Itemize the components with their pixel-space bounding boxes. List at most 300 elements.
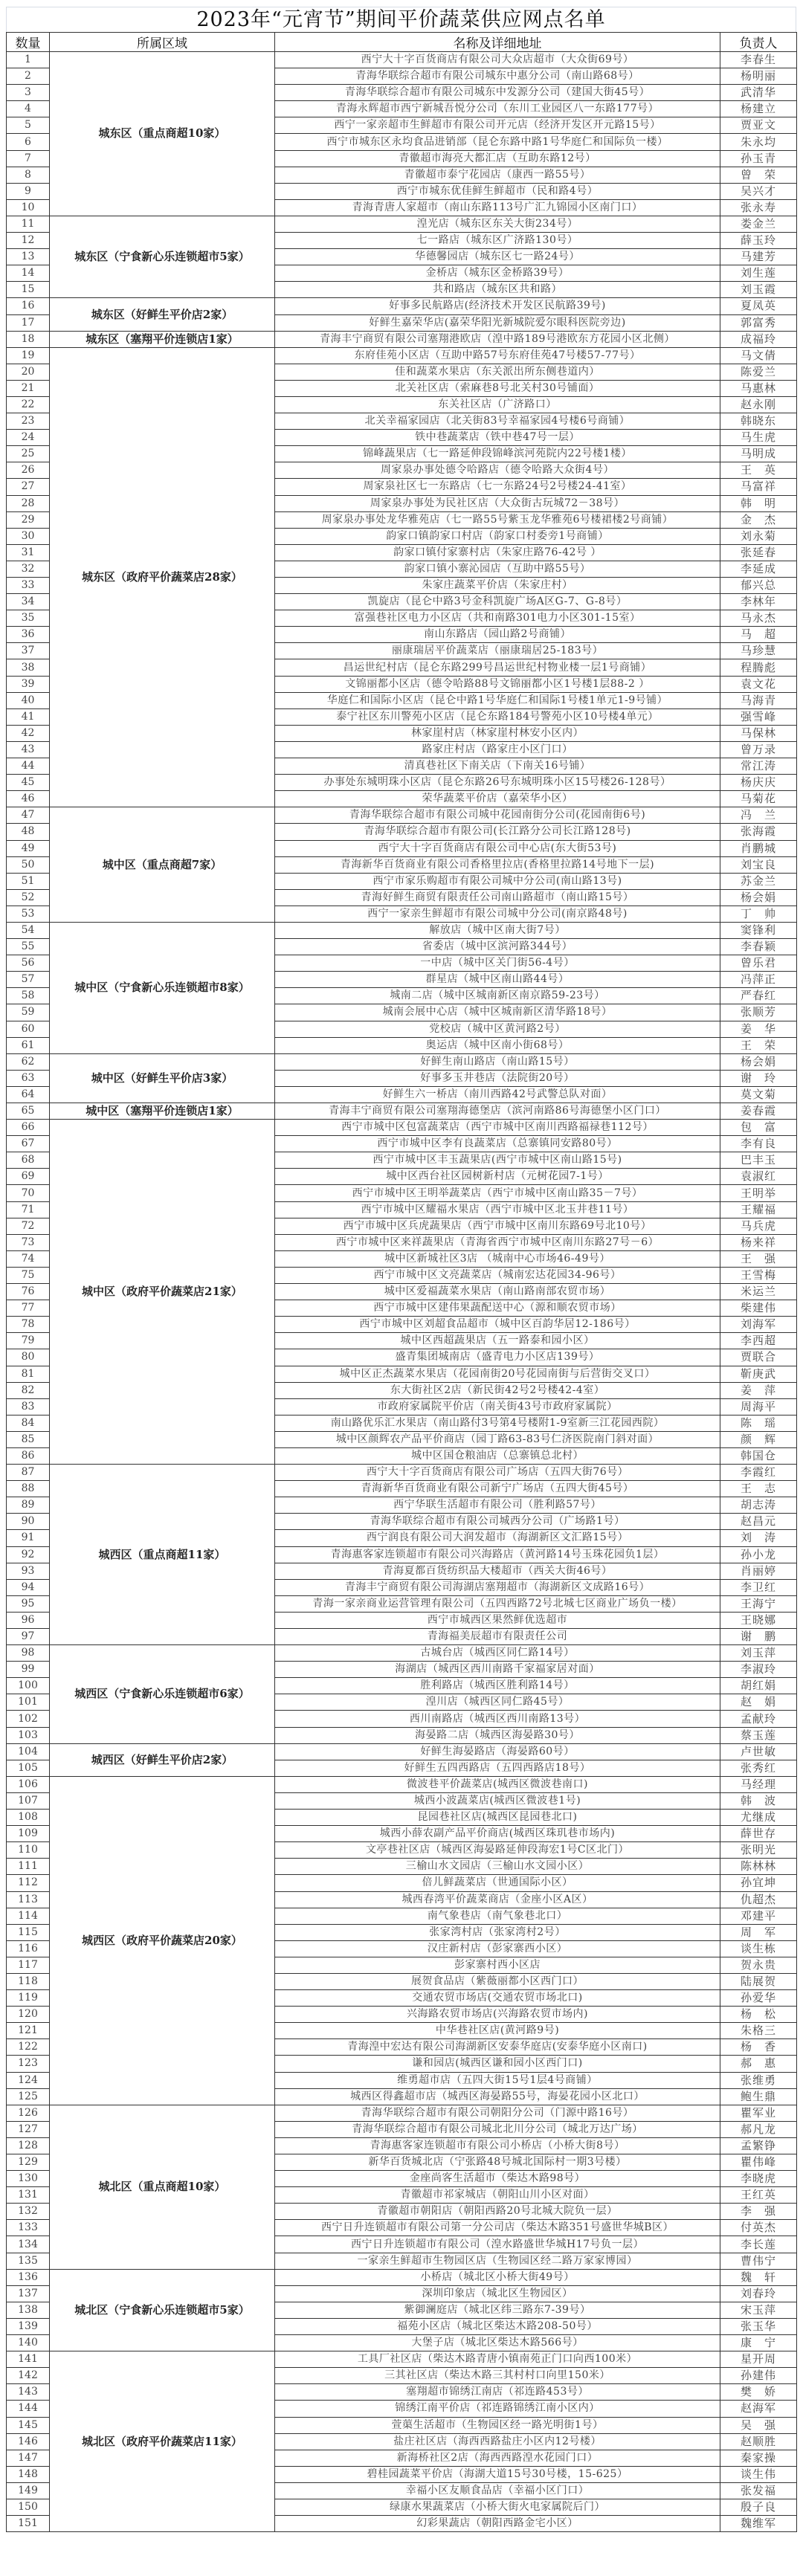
person-in-charge: 王晓娜	[720, 1612, 797, 1628]
table-row	[7, 331, 797, 347]
row-number: 13	[7, 249, 50, 265]
person-in-charge: 张延春	[720, 544, 797, 561]
region-cell: 城中区（塞翔平价连锁店1家）	[50, 1103, 275, 1120]
row-number: 25	[7, 446, 50, 462]
table-row	[7, 1103, 797, 1120]
person-in-charge: 马保林	[720, 725, 797, 741]
person-in-charge: 成福玲	[720, 331, 797, 347]
outlet-name-address: 青徽超市泰宁花园店（康西一路55号）	[275, 167, 720, 183]
outlet-name-address: 奥运店（城中区南小街68号）	[275, 1037, 720, 1053]
outlet-name-address: 新华百货城北店（宁张路48号城北国际村一期3号楼）	[275, 2154, 720, 2171]
person-in-charge: 马海青	[720, 692, 797, 708]
person-in-charge: 仇超杰	[720, 1891, 797, 1908]
outlet-name-address: 西宁润良有限公司大润发超市（海湖新区文汇路15号）	[275, 1530, 720, 1546]
spreadsheet	[6, 7, 796, 2532]
outlet-name-address: 交通农贸市场店(交通农贸市场北口)	[275, 1990, 720, 2007]
person-in-charge: 秦家操	[720, 2450, 797, 2466]
outlet-name-address: 好鲜生六一桥店（南川西路42号武警总队对面）	[275, 1086, 720, 1103]
outlet-name-address: 锦峰蔬果店（七一路延伸段锦峰滨河苑院内22号楼1楼）	[275, 446, 720, 462]
row-number: 142	[7, 2368, 50, 2384]
table-row	[7, 298, 797, 314]
outlet-name-address: 盛青集团城南店（盛青电力小区店139号）	[275, 1349, 720, 1366]
row-number: 52	[7, 889, 50, 906]
outlet-name-address: 昆园巷社区店(城西区昆园巷北口)	[275, 1810, 720, 1826]
person-in-charge: 曾 荣	[720, 167, 797, 183]
row-number: 102	[7, 1711, 50, 1727]
row-number: 6	[7, 134, 50, 150]
person-in-charge: 肖丽婷	[720, 1563, 797, 1579]
person-in-charge: 康 宁	[720, 2335, 797, 2351]
row-number: 70	[7, 1185, 50, 1201]
person-in-charge: 孙宜坤	[720, 1875, 797, 1891]
outlet-name-address: 青徽超市朝阳店（朝阳西路20号北城大院负一层）	[275, 2204, 720, 2220]
row-number: 108	[7, 1810, 50, 1826]
person-in-charge: 殷子良	[720, 2499, 797, 2515]
person-in-charge: 李 强	[720, 2204, 797, 2220]
person-in-charge: 杨会娟	[720, 1053, 797, 1070]
person-in-charge: 张海霞	[720, 824, 797, 840]
row-number: 100	[7, 1678, 50, 1694]
row-number: 51	[7, 873, 50, 889]
row-number: 60	[7, 1021, 50, 1037]
row-number: 120	[7, 2007, 50, 2023]
header-region: 所属区域	[50, 33, 275, 52]
row-number: 145	[7, 2417, 50, 2433]
person-in-charge: 包 富	[720, 1120, 797, 1136]
row-number: 45	[7, 775, 50, 791]
outlet-name-address: 谦和园店(城西区谦和园小区西门口)	[275, 2056, 720, 2072]
outlet-name-address: 城西春湾平价蔬菜商店（金座小区A区）	[275, 1891, 720, 1908]
person-in-charge: 谈生栋	[720, 1940, 797, 1957]
row-number: 97	[7, 1629, 50, 1645]
outlet-name-address: 彭家寨村西小区店	[275, 1957, 720, 1973]
region-cell: 城西区（政府平价蔬菜店20家）	[50, 1776, 275, 2105]
person-in-charge: 谢 玲	[720, 1070, 797, 1086]
outlet-name-address: 南山东路店（园山路2号商铺）	[275, 627, 720, 643]
person-in-charge: 张明光	[720, 1842, 797, 1859]
row-number: 67	[7, 1136, 50, 1152]
outlet-name-address: 城中区西超蔬果店（五一路泰和园小区）	[275, 1333, 720, 1349]
person-in-charge: 周海平	[720, 1398, 797, 1415]
person-in-charge: 张顺芳	[720, 1004, 797, 1021]
row-number: 63	[7, 1070, 50, 1086]
outlet-name-address: 小桥店（城北区小桥大街49号）	[275, 2269, 720, 2285]
person-in-charge: 薛玉玲	[720, 233, 797, 249]
outlet-name-address: 林家崖村店（林家崖村林安小区内）	[275, 725, 720, 741]
person-in-charge: 魏维军	[720, 2516, 797, 2532]
row-number: 99	[7, 1662, 50, 1678]
outlet-name-address: 西川南路店（城西区西川南路13号）	[275, 1711, 720, 1727]
person-in-charge: 郭富秀	[720, 314, 797, 331]
person-in-charge: 瞿军业	[720, 2105, 797, 2121]
row-number: 77	[7, 1300, 50, 1317]
outlet-name-address: 西宁市城中区李有良蔬菜店（总寨镇同安路80号）	[275, 1136, 720, 1152]
person-in-charge: 马明成	[720, 446, 797, 462]
outlet-name-address: 韵家口镇付家寨村店（朱家庄路76-42号 ）	[275, 544, 720, 561]
person-in-charge: 靳庚武	[720, 1366, 797, 1382]
person-in-charge: 李西超	[720, 1333, 797, 1349]
table-row	[7, 216, 797, 232]
person-in-charge: 吴兴才	[720, 183, 797, 199]
outlet-name-address: 海晏路二店（城西区海晏路30号）	[275, 1727, 720, 1743]
person-in-charge: 张发福	[720, 2482, 797, 2499]
row-number: 101	[7, 1694, 50, 1711]
outlet-name-address: 东关社区店（广济路口）	[275, 396, 720, 413]
row-number: 113	[7, 1891, 50, 1908]
outlet-name-address: 文锦丽都小区店（德令哈路88号文锦丽都小区1号楼1层88-2 ）	[275, 676, 720, 692]
outlet-name-address: 城西区得鑫超市店（城西区海晏路55号，海晏花园小区北口）	[275, 2088, 720, 2105]
outlet-name-address: 展贺食品店（紫薇丽都小区西门口）	[275, 1973, 720, 1989]
person-in-charge: 刘宝良	[720, 856, 797, 873]
person-in-charge: 张永寿	[720, 199, 797, 216]
region-cell: 城中区（好鲜生平价店3家）	[50, 1053, 275, 1103]
outlet-name-address: 西宁大十字百货商店有限公司中心店(东大街53号)	[275, 840, 720, 856]
person-in-charge: 张维勇	[720, 2072, 797, 2088]
row-number: 123	[7, 2056, 50, 2072]
person-in-charge: 柴建伟	[720, 1300, 797, 1317]
person-in-charge: 瞿伟峰	[720, 2154, 797, 2171]
row-number: 8	[7, 167, 50, 183]
person-in-charge: 马菊花	[720, 791, 797, 807]
row-number: 76	[7, 1284, 50, 1300]
row-number: 44	[7, 758, 50, 775]
row-number: 131	[7, 2187, 50, 2204]
row-number: 14	[7, 265, 50, 282]
outlet-name-address: 佳和蔬菜水果店（东关派出所东侧巷道内）	[275, 364, 720, 380]
row-number: 82	[7, 1382, 50, 1398]
row-number: 4	[7, 101, 50, 117]
outlet-name-address: 好鲜生嘉荣华店(嘉荣华阳光新城院爱尔眼科医院旁边)	[275, 314, 720, 331]
person-in-charge: 严春红	[720, 988, 797, 1004]
person-in-charge: 娄金兰	[720, 216, 797, 232]
outlet-name-address: 锦绣江南平价店（祁连路锦绣江南小区内）	[275, 2401, 720, 2417]
person-in-charge: 贾联合	[720, 1349, 797, 1366]
outlet-name-address: 中华巷社区店(黄河路9号)	[275, 2023, 720, 2039]
table-row	[7, 2105, 797, 2121]
outlet-table	[6, 32, 797, 2532]
person-in-charge: 王耀福	[720, 1201, 797, 1218]
outlet-name-address: 西宁市家乐购超市有限公司城中分公司(南山路13号)	[275, 873, 720, 889]
row-number: 124	[7, 2072, 50, 2088]
table-row	[7, 1645, 797, 1662]
outlet-name-address: 汉庄新村店（彭家寨西小区）	[275, 1940, 720, 1957]
table-row	[7, 2351, 797, 2368]
outlet-name-address: 金桥店（城东区金桥路39号）	[275, 265, 720, 282]
person-in-charge: 魏 轩	[720, 2269, 797, 2285]
outlet-name-address: 省委店（城中区滨河路344号）	[275, 939, 720, 955]
outlet-name-address: 韵家口镇小寨沁园店（互助中路55号）	[275, 561, 720, 577]
person-in-charge: 朱格三	[720, 2023, 797, 2039]
row-number: 128	[7, 2137, 50, 2154]
row-number: 30	[7, 528, 50, 544]
outlet-name-address: 好事多玉井巷店（法院街20号）	[275, 1070, 720, 1086]
outlet-name-address: 青海好鲜生商贸有限责任公司南山路超市（南山路15号）	[275, 889, 720, 906]
person-in-charge: 刘 涛	[720, 1530, 797, 1546]
table-row	[7, 2269, 797, 2285]
person-in-charge: 谢 鹏	[720, 1629, 797, 1645]
outlet-name-address: 兴海路农贸市场店(兴海路农贸市场内)	[275, 2007, 720, 2023]
person-in-charge: 赵昌元	[720, 1514, 797, 1530]
outlet-name-address: 西宁市城中区兵虎蔬果店（西宁市城中区南川东路69号北10号）	[275, 1218, 720, 1234]
region-cell: 城中区（重点商超7家）	[50, 807, 275, 923]
row-number: 92	[7, 1546, 50, 1563]
row-number: 2	[7, 68, 50, 85]
person-in-charge: 贾亚文	[720, 117, 797, 134]
outlet-name-address: 好鲜生南山路店（南山路15号）	[275, 1053, 720, 1070]
outlet-name-address: 青海华联综合超市有限公司城北北川分公司（城北万达广场）	[275, 2121, 720, 2137]
person-in-charge: 樊 娇	[720, 2384, 797, 2401]
person-in-charge: 郝 惠	[720, 2056, 797, 2072]
row-number: 49	[7, 840, 50, 856]
row-number: 148	[7, 2466, 50, 2482]
outlet-name-address: 韵家口镇韵家口村店（韵家口村委旁1号商铺）	[275, 528, 720, 544]
row-number: 12	[7, 233, 50, 249]
person-in-charge: 胡红娟	[720, 1678, 797, 1694]
person-in-charge: 鲍生鼎	[720, 2088, 797, 2105]
row-number: 3	[7, 85, 50, 101]
region-cell: 城东区（塞翔平价连锁店1家）	[50, 331, 275, 347]
row-number: 96	[7, 1612, 50, 1628]
outlet-name-address: 青海福美辰超市有限责任公司	[275, 1629, 720, 1645]
row-number: 65	[7, 1103, 50, 1120]
row-number: 80	[7, 1349, 50, 1366]
table-row	[7, 1120, 797, 1136]
person-in-charge: 曾万录	[720, 741, 797, 758]
row-number: 105	[7, 1760, 50, 1776]
outlet-name-address: 城中区爱福蔬菜水果店（南山路南部农贸市场）	[275, 1284, 720, 1300]
row-number: 85	[7, 1431, 50, 1447]
person-in-charge: 马富祥	[720, 479, 797, 495]
person-in-charge: 常江涛	[720, 758, 797, 775]
outlet-name-address: 青海华联综合超市有限公司(长江路分公司长江路128号)	[275, 824, 720, 840]
person-in-charge: 韩 波	[720, 1792, 797, 1809]
person-in-charge: 王明举	[720, 1185, 797, 1201]
person-in-charge: 郝凡龙	[720, 2121, 797, 2137]
outlet-name-address: 文亭巷社区店（城西区海晏路延伸段海宏1号C区北门）	[275, 1842, 720, 1859]
outlet-name-address: 城西小波蔬菜店(城西区微波巷1号)	[275, 1792, 720, 1809]
outlet-name-address: 西宁市城东优佳鲜生鲜超市（民和路4号）	[275, 183, 720, 199]
table-row	[7, 1743, 797, 1760]
person-in-charge: 孙爱华	[720, 1990, 797, 2007]
outlet-name-address: 青海新华百货商业有限公司新宁广场店（五四大街45号）	[275, 1481, 720, 1497]
person-in-charge: 星开周	[720, 2351, 797, 2368]
outlet-name-address: 好事多民航路店(经济技术开发区民航路39号)	[275, 298, 720, 314]
outlet-name-address: 青海华联综合超市有限公司城西分公司（广场路1号）	[275, 1514, 720, 1530]
outlet-name-address: 福苑小区店（城北区柴达木路208-50号）	[275, 2318, 720, 2334]
person-in-charge: 李淑玲	[720, 1662, 797, 1678]
outlet-name-address: 青海丰宁商贸有限公司海湖店塞翔超市（海湖新区文成路16号）	[275, 1579, 720, 1595]
outlet-name-address: 周家泉办事处德令哈路店（德令哈路大众街4号）	[275, 462, 720, 479]
outlet-name-address: 西宁市城中区建伟果蔬配送中心（源和顺农贸市场）	[275, 1300, 720, 1317]
row-number: 139	[7, 2318, 50, 2334]
outlet-name-address: 党校店（城中区黄河路2号）	[275, 1021, 720, 1037]
outlet-name-address: 城中区国仓粮油店（总寨镇总北村）	[275, 1447, 720, 1464]
outlet-name-address: 昌运世纪村店（昆仑东路299号昌运世纪村物业楼一层1号商铺）	[275, 659, 720, 676]
outlet-name-address: 青海惠客家连锁超市有限公司兴海路店（黄河路14号玉珠花园负1层）	[275, 1546, 720, 1563]
person-in-charge: 李春颖	[720, 939, 797, 955]
person-in-charge: 苏金兰	[720, 873, 797, 889]
person-in-charge: 贺永贵	[720, 1957, 797, 1973]
row-number: 66	[7, 1120, 50, 1136]
table-row	[7, 52, 797, 68]
outlet-name-address: 华庭仁和国际小区店（昆仑中路1号华庭仁和国际1号楼1单元1-9号铺）	[275, 692, 720, 708]
person-in-charge: 郁兴总	[720, 578, 797, 594]
header-name-address: 名称及详细地址	[275, 33, 720, 52]
outlet-name-address: 南气象巷店（南气象巷北口）	[275, 1908, 720, 1924]
person-in-charge: 付英杰	[720, 2220, 797, 2236]
person-in-charge: 刘永菊	[720, 528, 797, 544]
outlet-name-address: 城南会展中心店（城中区城南新区清华路18号）	[275, 1004, 720, 1021]
outlet-name-address: 青徽超市海亮大都汇店（互助东路12号）	[275, 150, 720, 167]
person-in-charge: 杨会娟	[720, 889, 797, 906]
row-number: 88	[7, 1481, 50, 1497]
outlet-name-address: 青海新华百货商业有限公司香格里拉店(香格里拉路14号地下一层)	[275, 856, 720, 873]
outlet-name-address: 城中区新城社区3店 （城南中心市场46-49号）	[275, 1250, 720, 1267]
row-number: 48	[7, 824, 50, 840]
row-number: 43	[7, 741, 50, 758]
row-number: 34	[7, 594, 50, 610]
person-in-charge: 孙小龙	[720, 1546, 797, 1563]
row-number: 33	[7, 578, 50, 594]
outlet-name-address: 清真巷社区下南关店（下南关16号铺）	[275, 758, 720, 775]
outlet-name-address: 金座尚客生活超市（柴达木路98号）	[275, 2171, 720, 2187]
outlet-name-address: 荣华蔬菜平价店（嘉荣华小区）	[275, 791, 720, 807]
table-row	[7, 347, 797, 364]
row-number: 86	[7, 1447, 50, 1464]
person-in-charge: 张玉华	[720, 2318, 797, 2334]
row-number: 117	[7, 1957, 50, 1973]
person-in-charge: 马经理	[720, 1776, 797, 1792]
outlet-name-address: 解放店（城中区南大街7号）	[275, 922, 720, 938]
row-number: 38	[7, 659, 50, 676]
outlet-name-address: 西宁大十字百货商店有限公司大众店超市（大众街69号）	[275, 52, 720, 68]
header-num: 数量	[7, 33, 50, 52]
region-cell: 城西区（重点商超11家）	[50, 1465, 275, 1645]
person-in-charge: 丁 帅	[720, 906, 797, 922]
outlet-name-address: 凯旋店（昆仑中路3号金科凯旋广场A区G-7、G-8号）	[275, 594, 720, 610]
person-in-charge: 李有良	[720, 1136, 797, 1152]
row-number: 27	[7, 479, 50, 495]
row-number: 41	[7, 708, 50, 725]
region-cell: 城中区（宁食新心乐连锁超市8家）	[50, 922, 275, 1053]
outlet-name-address: 北关幸福家园店（北关街83号幸福家园4号楼6号商铺）	[275, 413, 720, 430]
outlet-name-address: 西宁市城中区来祥蔬果店（青海省西宁市城中区南川东路27号－6）	[275, 1234, 720, 1250]
region-cell: 城东区（重点商超10家）	[50, 52, 275, 216]
row-number: 130	[7, 2171, 50, 2187]
outlet-name-address: 湟光店（城东区东关大街234号）	[275, 216, 720, 232]
region-cell: 城东区（好鲜生平价店2家）	[50, 298, 275, 331]
person-in-charge: 程腾彪	[720, 659, 797, 676]
row-number: 89	[7, 1497, 50, 1514]
row-number: 137	[7, 2285, 50, 2302]
row-number: 31	[7, 544, 50, 561]
person-in-charge: 强雪峰	[720, 708, 797, 725]
row-number: 143	[7, 2384, 50, 2401]
person-in-charge: 莫文菊	[720, 1086, 797, 1103]
row-number: 1	[7, 52, 50, 68]
person-in-charge: 马生虎	[720, 430, 797, 446]
person-in-charge: 刘生莲	[720, 265, 797, 282]
region-cell: 城东区（宁食新心乐连锁超市5家）	[50, 216, 275, 297]
row-number: 75	[7, 1267, 50, 1283]
region-cell: 城西区（好鲜生平价店2家）	[50, 1743, 275, 1776]
outlet-name-address: 七一路店（城东区广济路130号）	[275, 233, 720, 249]
person-in-charge: 杨 松	[720, 2007, 797, 2023]
person-in-charge: 李林年	[720, 594, 797, 610]
row-number: 32	[7, 561, 50, 577]
header-person: 负责人	[720, 33, 797, 52]
outlet-name-address: 城中区颜辉农产品平价商店（园丁路63-83号仁济医院南门斜对面）	[275, 1431, 720, 1447]
outlet-name-address: 城南二店（城中区城南新区南京路59-23号）	[275, 988, 720, 1004]
person-in-charge: 陈 瑶	[720, 1415, 797, 1431]
person-in-charge: 刘玉萍	[720, 1645, 797, 1662]
person-in-charge: 赵海军	[720, 2401, 797, 2417]
person-in-charge: 刘海军	[720, 1317, 797, 1333]
outlet-name-address: 盐庄社区店（海西西路盐庄小区内12号楼）	[275, 2433, 720, 2450]
person-in-charge: 孟献玲	[720, 1711, 797, 1727]
person-in-charge: 薛世存	[720, 1826, 797, 1842]
outlet-name-address: 西宁华联生活超市有限公司（胜利路57号）	[275, 1497, 720, 1514]
row-number: 58	[7, 988, 50, 1004]
row-number: 149	[7, 2482, 50, 2499]
outlet-name-address: 西宁日升连锁超市有限公司（湟水路盛世华城H17号负一层）	[275, 2236, 720, 2253]
person-in-charge: 李卫红	[720, 1579, 797, 1595]
outlet-name-address: 富强巷社区电力小区店（共和南路301电力小区301-15室）	[275, 610, 720, 627]
row-number: 40	[7, 692, 50, 708]
outlet-name-address: 维勇超市店（五四大街15号1层4号商铺）	[275, 2072, 720, 2088]
row-number: 111	[7, 1859, 50, 1875]
row-number: 141	[7, 2351, 50, 2368]
person-in-charge: 冯萍正	[720, 972, 797, 988]
row-number: 146	[7, 2433, 50, 2450]
row-number: 20	[7, 364, 50, 380]
person-in-charge: 孙玉青	[720, 150, 797, 167]
row-number: 22	[7, 396, 50, 413]
outlet-name-address: 三其社区店（柴达木路三其村村口向里150米）	[275, 2368, 720, 2384]
outlet-name-address: 海湖店（城西区西川南路千家福家居对面）	[275, 1662, 720, 1678]
row-number: 57	[7, 972, 50, 988]
outlet-name-address: 朱家庄蔬菜平价店（朱家庄村）	[275, 578, 720, 594]
person-in-charge: 王 英	[720, 462, 797, 479]
outlet-name-address: 青海永辉超市西宁新城吾悦分公司（东川工业园区八一东路177号）	[275, 101, 720, 117]
person-in-charge: 冯 兰	[720, 807, 797, 824]
outlet-name-address: 华德馨园店（城东区七一路24号）	[275, 249, 720, 265]
outlet-name-address: 青海华联综合超市有限公司城中花园南街分公司(花园南街6号)	[275, 807, 720, 824]
outlet-name-address: 青海华联综合超市有限公司朝阳分公司（门源中路16号）	[275, 2105, 720, 2121]
row-number: 106	[7, 1776, 50, 1792]
outlet-name-address: 丽康瑞居平价蔬菜店（丽康瑞居25-183号）	[275, 643, 720, 659]
row-number: 74	[7, 1250, 50, 1267]
person-in-charge: 马 超	[720, 627, 797, 643]
person-in-charge: 孟繁铮	[720, 2137, 797, 2154]
outlet-name-address: 大堡子店（城北区柴达木路566号）	[275, 2335, 720, 2351]
row-number: 93	[7, 1563, 50, 1579]
row-number: 28	[7, 495, 50, 511]
person-in-charge: 李霞红	[720, 1465, 797, 1481]
row-number: 47	[7, 807, 50, 824]
row-number: 144	[7, 2401, 50, 2417]
region-cell: 城中区（政府平价蔬菜店21家）	[50, 1120, 275, 1465]
row-number: 90	[7, 1514, 50, 1530]
person-in-charge: 韩晓东	[720, 413, 797, 430]
row-number: 11	[7, 216, 50, 232]
row-number: 110	[7, 1842, 50, 1859]
row-number: 10	[7, 199, 50, 216]
row-number: 79	[7, 1333, 50, 1349]
row-number: 19	[7, 347, 50, 364]
person-in-charge: 姜春霞	[720, 1103, 797, 1120]
row-number: 5	[7, 117, 50, 134]
